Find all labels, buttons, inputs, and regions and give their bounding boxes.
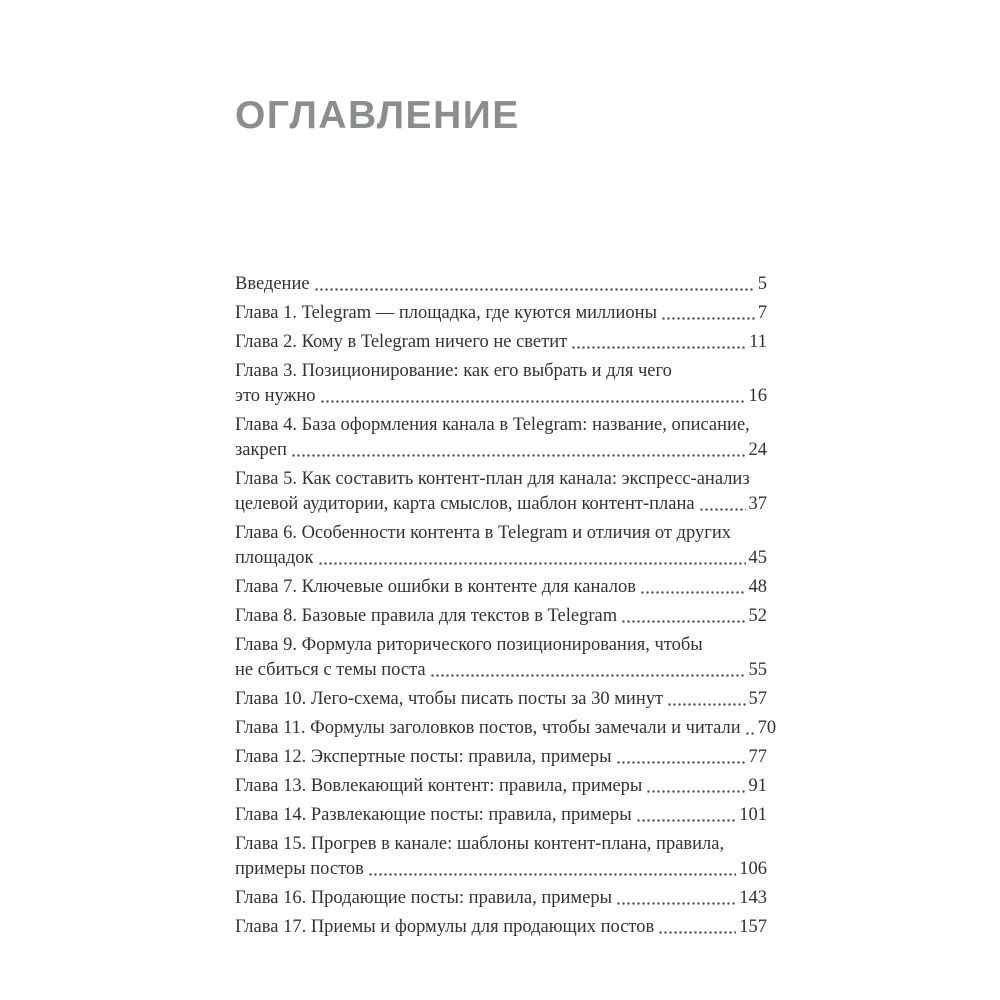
toc-entry-last-line	[235, 575, 767, 600]
toc-entry	[235, 745, 767, 770]
toc-entry	[235, 467, 767, 517]
toc-entry-last-line	[235, 272, 767, 297]
toc-entry	[235, 915, 767, 940]
toc-entry	[235, 886, 767, 911]
toc-entry-page-number: 157	[739, 917, 767, 937]
toc-entry-last-line	[235, 658, 767, 683]
dot-leader	[368, 857, 736, 882]
dot-leader	[314, 272, 755, 297]
toc-entry	[235, 413, 767, 463]
toc-entry-text: Глава 2. Кому в Telegram ничего не светит	[235, 332, 568, 352]
toc-entry-page-number: 5	[757, 274, 767, 294]
toc-entry	[235, 359, 767, 409]
toc-entry-page-number: 143	[739, 888, 767, 908]
toc-entry-last-line	[235, 857, 767, 882]
dot-leader	[571, 330, 746, 355]
toc-entry-wrapped-lines	[235, 359, 767, 384]
toc-entry-last-line	[235, 330, 767, 355]
dot-leader	[667, 687, 745, 712]
toc-entry-last-line	[235, 915, 767, 940]
toc-entry-page-number: 55	[748, 660, 767, 680]
dot-leader	[646, 774, 745, 799]
toc-entry	[235, 301, 767, 326]
toc-entry-text: Глава 7. Ключевые ошибки в контенте для каналов	[235, 577, 636, 597]
toc-entry-page-number: 24	[748, 440, 767, 460]
toc-entry-page-number: 101	[739, 805, 767, 825]
toc-entry	[235, 330, 767, 355]
toc-entry-line: Глава 9. Формула риторического позиционирования, чтобы	[235, 635, 703, 655]
toc-entry-page-number: 7	[757, 303, 767, 323]
toc-entry-text: Глава 8. Базовые правила для текстов в Telegram	[235, 606, 618, 626]
toc-entry-wrapped-lines	[235, 832, 767, 857]
dot-leader	[291, 438, 746, 463]
toc-entry-line: Глава 5. Как составить контент-план для канала: экспресс-анализ	[235, 469, 750, 489]
toc-entry	[235, 272, 767, 297]
toc-entry	[235, 633, 767, 683]
toc-entry-text: закреп	[235, 440, 287, 460]
toc-entry-text: Глава 13. Вовлекающий контент: правила, примеры	[235, 776, 643, 796]
toc-entry-page-number: 52	[748, 606, 767, 626]
dot-leader	[430, 658, 746, 683]
toc-entry-page-number: 11	[749, 332, 767, 352]
toc-entry-last-line	[235, 745, 767, 770]
dot-leader	[658, 915, 736, 940]
toc-entry-page-number: 37	[748, 494, 767, 514]
toc-entry	[235, 521, 767, 571]
toc-entry-text: Глава 10. Лего-схема, чтобы писать посты за 30 минут	[235, 689, 664, 709]
toc-entry-page-number: 16	[748, 386, 767, 406]
toc-entry-text: Введение	[235, 274, 310, 294]
toc-entry-last-line	[235, 546, 767, 571]
dot-leader	[661, 301, 755, 326]
dot-leader	[699, 492, 746, 517]
toc-entry	[235, 803, 767, 828]
toc-entry-text: площадок	[235, 548, 314, 568]
toc-entry-line: Глава 6. Особенности контента в Telegram и отличия от других	[235, 523, 731, 543]
dot-leader	[636, 803, 737, 828]
toc-entry-text: не сбиться с темы поста	[235, 660, 426, 680]
toc-entry	[235, 575, 767, 600]
toc-entry-page-number: 106	[739, 859, 767, 879]
toc-entry-last-line	[235, 492, 767, 517]
dot-leader	[745, 716, 755, 741]
toc-entry-text: Глава 12. Экспертные посты: правила, примеры	[235, 747, 612, 767]
toc-entry-last-line	[235, 803, 767, 828]
toc-entry-text: примеры постов	[235, 859, 364, 879]
toc-entry	[235, 832, 767, 882]
toc-entry-wrapped-lines	[235, 413, 767, 438]
toc-entry-line: Глава 3. Позиционирование: как его выбрать и для чего	[235, 361, 672, 381]
toc-entry	[235, 687, 767, 712]
toc-entry-last-line	[235, 301, 767, 326]
toc-entry-page-number: 77	[748, 747, 767, 767]
book-page	[235, 0, 777, 944]
toc-entry	[235, 604, 767, 629]
toc-entry-page-number: 57	[748, 689, 767, 709]
toc-entry-last-line	[235, 716, 777, 741]
toc-entry-text: Глава 11. Формулы заголовков постов, чтобы замечали и читали	[235, 718, 741, 738]
dot-leader	[318, 546, 746, 571]
dot-leader	[621, 604, 745, 629]
toc-entry	[235, 774, 767, 799]
toc-entry-text: это нужно	[235, 386, 316, 406]
toc-entry-text: Глава 14. Развлекающие посты: правила, примеры	[235, 805, 632, 825]
page-title: ОГЛАВЛЕНИЕ	[235, 94, 520, 137]
dot-leader	[616, 745, 746, 770]
toc-entry-page-number: 45	[748, 548, 767, 568]
toc-entry-last-line	[235, 774, 767, 799]
toc-entry-last-line	[235, 604, 767, 629]
toc-entry-wrapped-lines	[235, 467, 767, 492]
toc-entry-line: Глава 15. Прогрев в канале: шаблоны контент-плана, правила,	[235, 834, 725, 854]
toc-entry-text: Глава 16. Продающие посты: правила, примеры	[235, 888, 613, 908]
toc-entry-wrapped-lines	[235, 521, 767, 546]
toc-entry-page-number: 70	[757, 718, 777, 738]
toc-entry-last-line	[235, 384, 767, 409]
toc-entry-last-line	[235, 886, 767, 911]
toc-entry-text: Глава 1. Telegram — площадка, где куются миллионы	[235, 303, 658, 323]
toc-entry-last-line	[235, 687, 767, 712]
dot-leader	[640, 575, 746, 600]
toc-entry-page-number: 48	[748, 577, 767, 597]
dot-leader	[320, 384, 746, 409]
toc-entry-text: Глава 17. Приемы и формулы для продающих постов	[235, 917, 655, 937]
toc-entry	[235, 716, 777, 741]
toc-entry-wrapped-lines	[235, 633, 767, 658]
toc-entry-page-number: 91	[748, 776, 767, 796]
toc-list	[235, 272, 777, 940]
dot-leader	[616, 886, 736, 911]
toc-entry-line: Глава 4. База оформления канала в Telegram: название, описание,	[235, 415, 750, 435]
toc-entry-text: целевой аудитории, карта смыслов, шаблон контент-плана	[235, 494, 695, 514]
toc-entry-last-line	[235, 438, 767, 463]
